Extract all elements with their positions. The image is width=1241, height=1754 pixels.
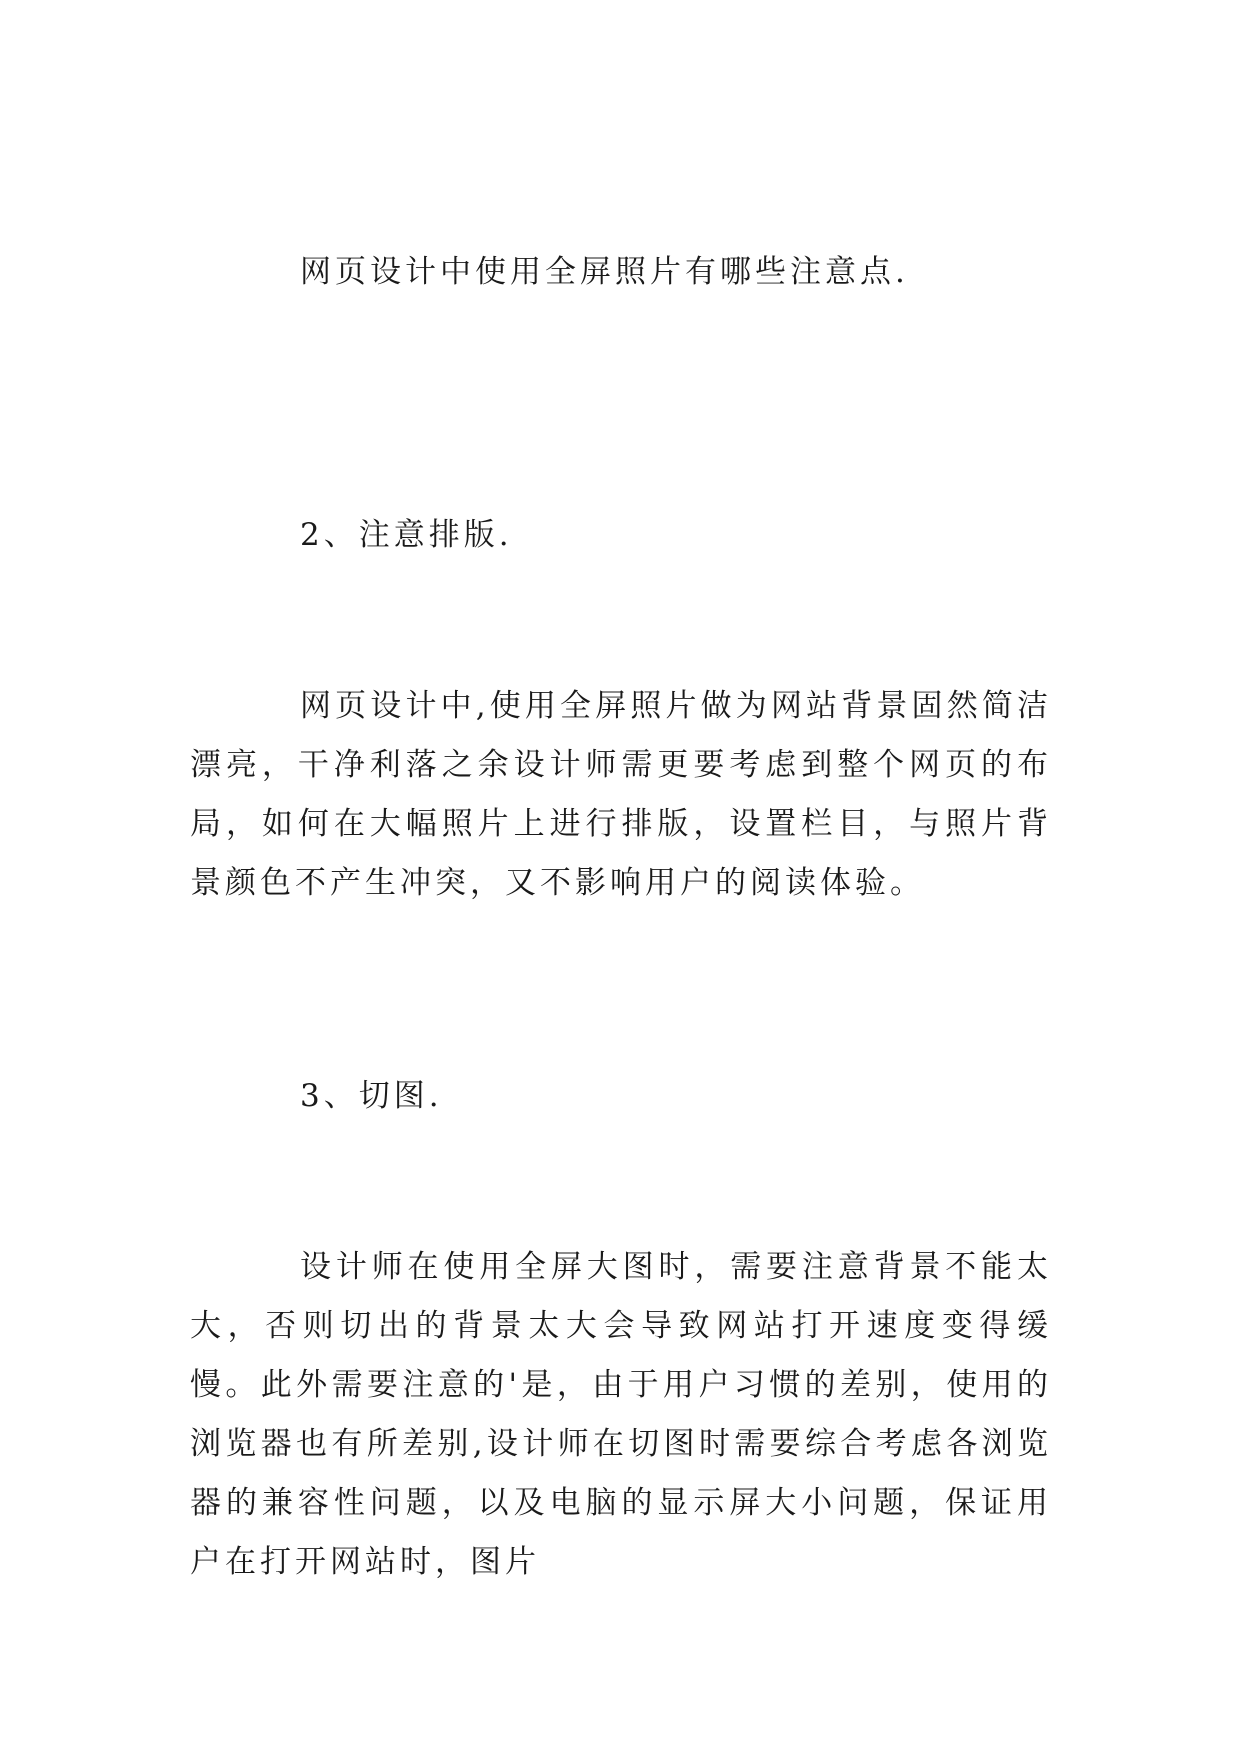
section-body-layout: 网页设计中,使用全屏照片做为网站背景固然简洁漂亮，干净利落之余设计师需更要考虑到整个网页的布局，如何在大幅照片上进行排版，设置栏目，与照片背景颜色不产生冲突，又不影响用户的阅读体验。 xyxy=(190,688,1052,901)
document-title: 网页设计中使用全屏照片有哪些注意点. xyxy=(300,254,909,290)
section-heading-layout: 2、注意排版. xyxy=(300,517,513,553)
section-body-slicing: 设计师在使用全屏大图时，需要注意背景不能太大，否则切出的背景太大会导致网站打开速度变得缓慢。此外需要注意的'是，由于用户习惯的差别，使用的浏览器也有所差别,设计师在切图时需要综合考虑各浏览器的兼容性问题，以及电脑的显示屏大小问题，保证用户在打开网站时，图片 xyxy=(190,1249,1052,1580)
section-heading-slicing: 3、切图. xyxy=(300,1078,443,1114)
